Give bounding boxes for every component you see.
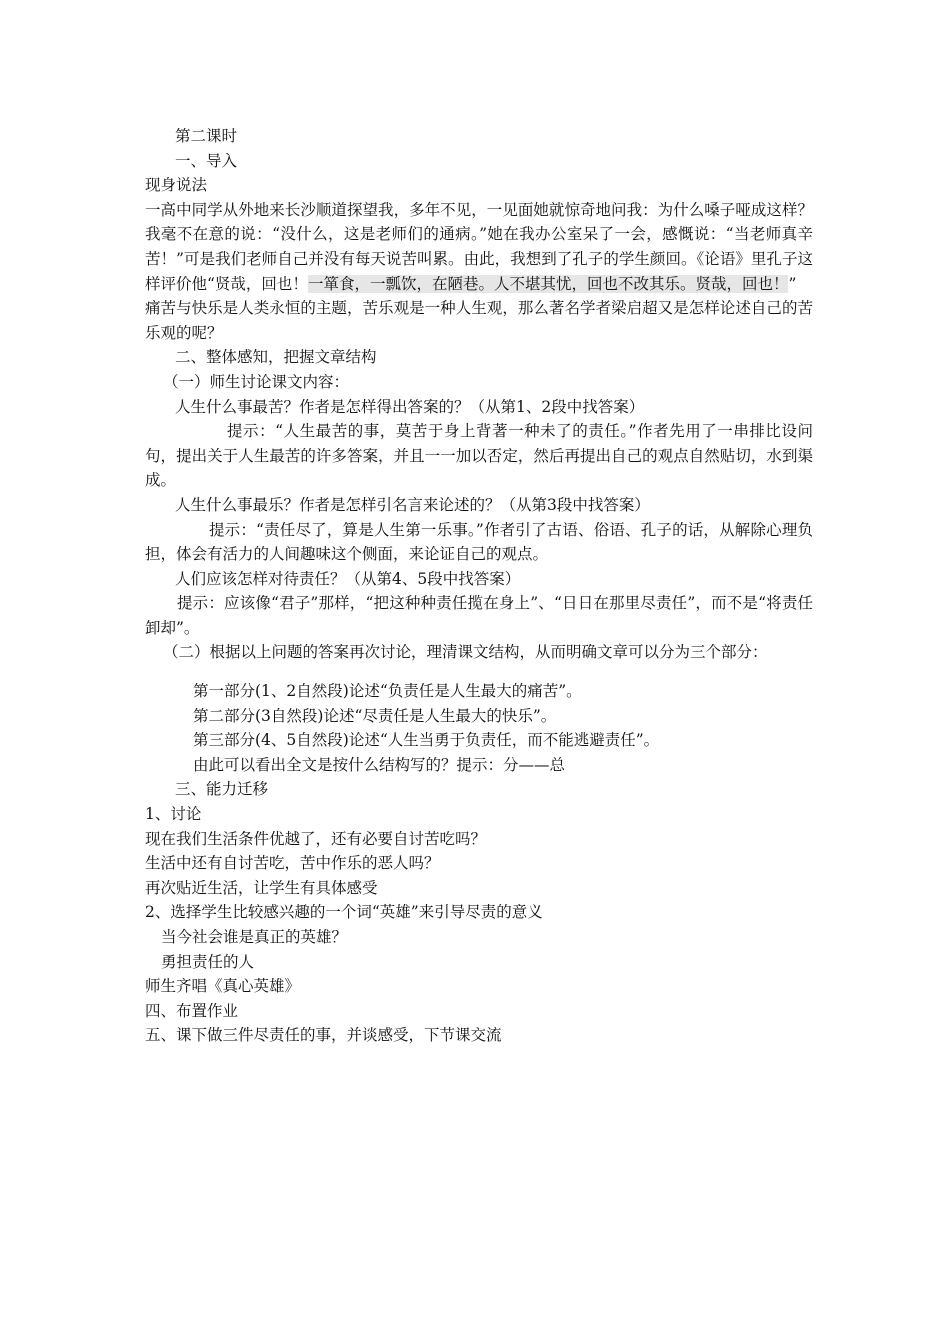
- section-3-item-1: 1、讨论: [145, 805, 202, 824]
- section-3-item-2-answer: 勇担责任的人: [161, 952, 255, 971]
- question-3: 人们应该怎样对待责任？（从第4、5段中找答案）: [175, 569, 521, 588]
- blank-line: [145, 665, 813, 679]
- section-2-sub1: （一）师生讨论课文内容：: [163, 372, 350, 391]
- intro-question-paragraph: 痛苦与快乐是人类永恒的主题，苦乐观是一种人生观，那么著名学者梁启超又是怎样论述自己的苦乐观的呢？: [145, 299, 813, 342]
- section-3-item-3: 师生齐唱《真心英雄》: [145, 977, 301, 996]
- question-1: 人生什么事最苦？作者是怎样得出答案的？（从第1、2段中找答案）: [175, 397, 645, 416]
- section-3-heading: 三、能力迁移: [175, 780, 269, 799]
- section-3-item-2-question: 当今社会谁是真正的英雄？: [161, 928, 348, 946]
- intro-paragraph: [145, 198, 813, 296]
- section-3-item-1-note: 再次贴近生活，让学生有具体感受: [145, 878, 378, 897]
- question-2: 人生什么事最乐？作者是怎样引名言来论述的？（从第3段中找答案）: [175, 495, 650, 514]
- section-3-item-1-question-2: 生活中还有自讨苦吃，苦中作乐的恶人吗？: [145, 854, 440, 873]
- section-5-heading: 五、课下做三件尽责任的事，并谈感受，下节课交流: [145, 1026, 502, 1045]
- structure-summary: 由此可以看出全文是按什么结构写的？提示：分——总: [193, 755, 566, 774]
- lesson-content: [145, 124, 813, 1048]
- structure-part-2: 第二部分(3自然段)论述“尽责任是人生最大的快乐”。: [193, 706, 557, 725]
- answer-2: 提示：“责任尽了，算是人生第一乐事。”作者引了古语、俗语、孔子的话，从解除心理负担，体会有活力的人间趣味这个侧面，来论证自己的观点。: [145, 520, 813, 564]
- answer-1: 提示：“人生最苦的事，莫苦于身上背著一种未了的责任。”作者先用了一串排比设问句，提出关于人生最苦的许多答案，并且一一加以否定，然后再提出自己的观点自然贴切，水到渠成。: [145, 422, 813, 490]
- section-2-sub2: （二）根据以上问题的答案再次讨论，理清课文结构，从而明确文章可以分为三个部分：: [163, 643, 768, 662]
- section-1-heading: 一、导入: [175, 151, 238, 170]
- structure-part-3: 第三部分(4、5自然段)论述“人生当勇于负责任，而不能逃避责任”。: [193, 731, 660, 750]
- intro-paragraph-end: ”: [788, 274, 797, 293]
- section-3-item-1-question-1: 现在我们生活条件优越了，还有必要自讨苦吃吗？: [145, 829, 487, 848]
- lesson-title: 第二课时: [175, 127, 238, 145]
- section-1-subheading: 现身说法: [145, 176, 208, 195]
- analects-quote-highlight: 一箪食，一瓢饮，在陋巷。人不堪其忧，回也不改其乐。贤哉，回也！: [307, 274, 789, 293]
- section-4-heading: 四、布置作业: [145, 1001, 239, 1020]
- answer-3: 提示：应该像“君子”那样，“把这种种责任揽在身上”、“日日在那里尽责任”，而不是“将责任卸却”。: [145, 594, 813, 637]
- intro-paragraph-main: 一高中同学从外地来长沙顺道探望我，多年不见，一见面她就惊奇地问我：为什么嗓子哑成这样？我毫不在意的说：“没什么，这是老师们的通病。”她在我办公室呆了一会，感慨说：“当老师真辛苦！”可是我们老师自己并没有每天说苦叫累。由此，我想到了孔子的学生颜回。《论语》里孔子这样评价他“贤哉，回也！: [145, 200, 813, 293]
- section-2-heading: 二、整体感知，把握文章结构: [175, 348, 377, 367]
- section-3-item-2: 2、选择学生比较感兴趣的一个词“英雄”来引导尽责的意义: [145, 903, 543, 922]
- structure-part-1: 第一部分(1、2自然段)论述“负责任是人生最大的痛苦”。: [193, 682, 582, 701]
